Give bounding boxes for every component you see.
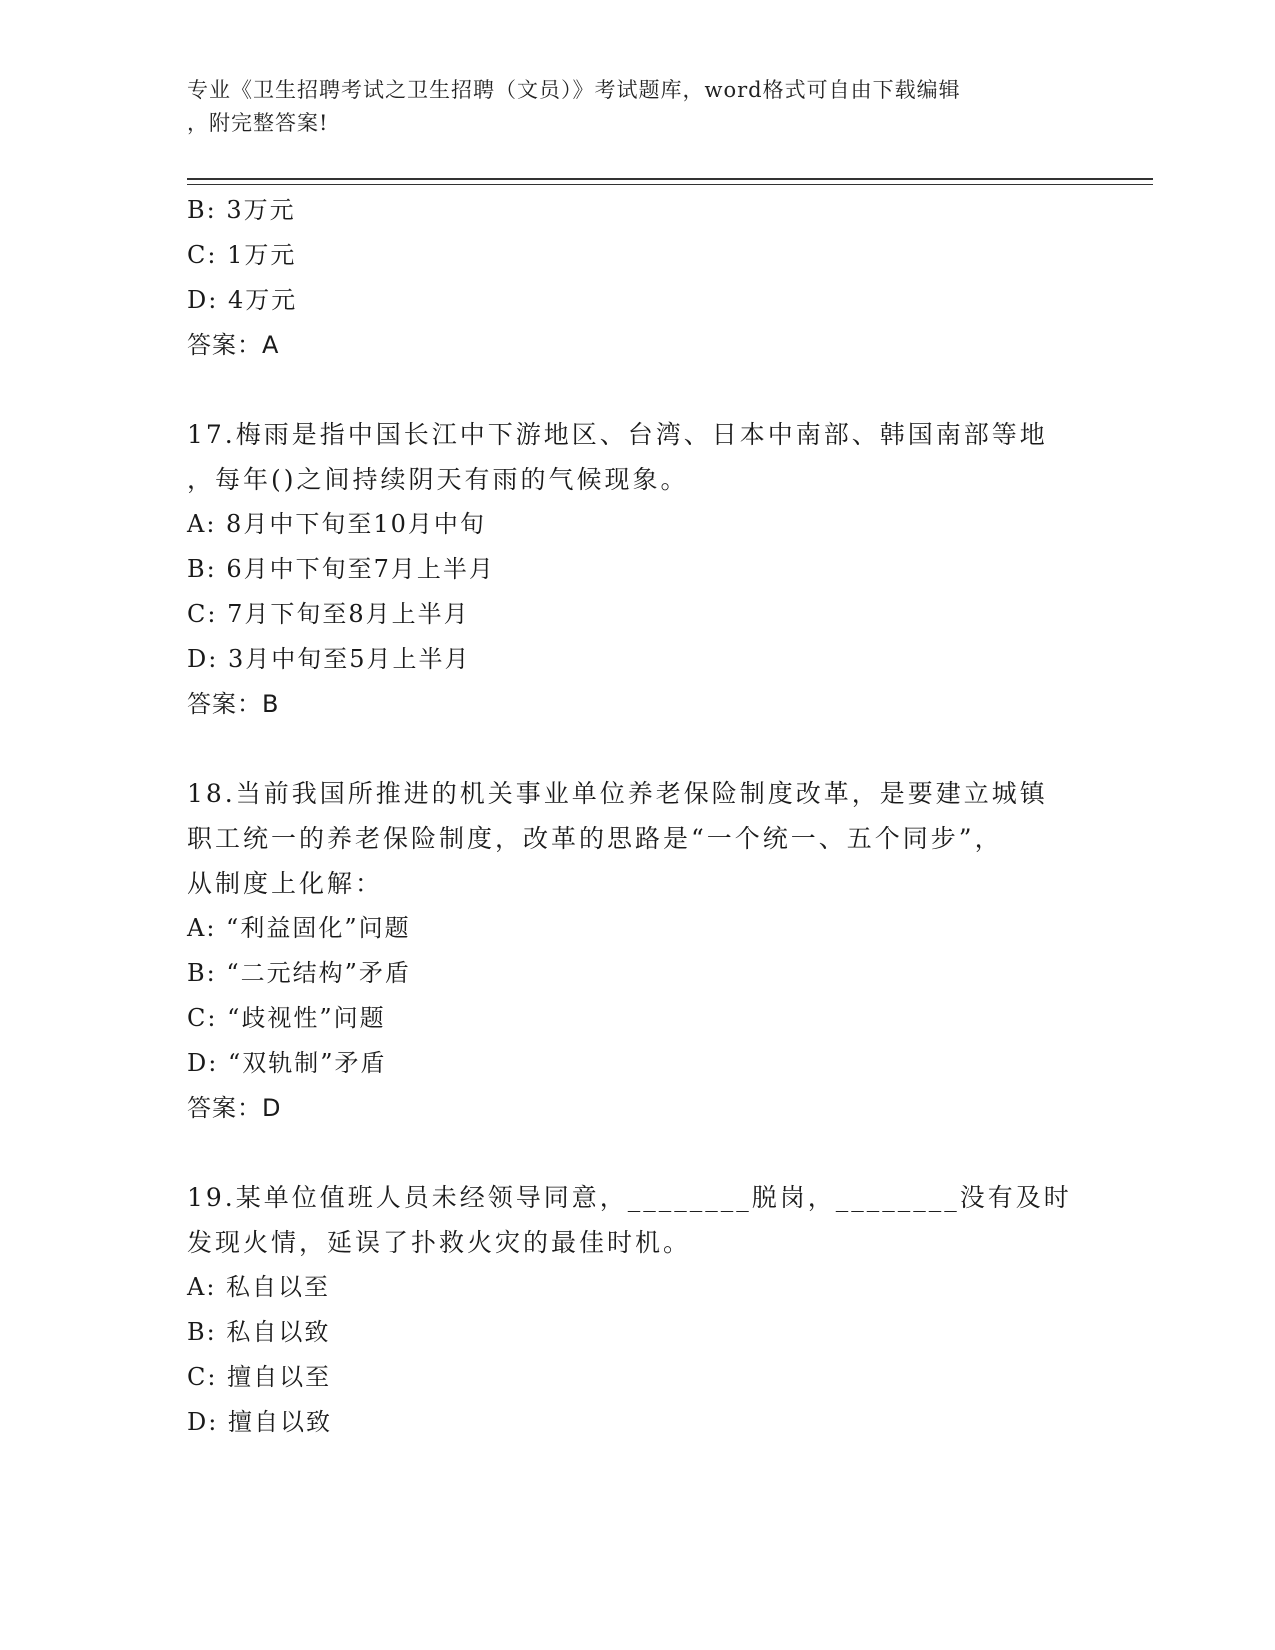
question-text-line: 18.当前我国所推进的机关事业单位养老保险制度改革，是要建立城镇 [187,779,1048,808]
header-line-1: 专业《卫生招聘考试之卫生招聘（文员）》考试题库，word格式可自由下载编辑 [187,78,961,102]
option-d: D: “双轨制”矛盾 [187,1049,387,1077]
option-d: D: 擅自以致 [187,1408,332,1436]
header-rule-thick [187,178,1153,180]
question-text-line: 职工统一的养老保险制度，改革的思路是“一个统一、五个同步”， [187,824,1003,853]
option-b: B: 私自以致 [187,1318,331,1346]
option-c: C: 1万元 [187,241,297,269]
option-d: D: 4万元 [187,286,298,314]
answer-line: 答案：B [187,690,280,718]
header-rule-thin [187,184,1153,185]
question-block-19 [187,1175,1087,1445]
option-c: C: “歧视性”问题 [187,1004,386,1032]
question-text-line: 17.梅雨是指中国长江中下游地区、台湾、日本中南部、韩国南部等地 [187,420,1048,449]
answer-line: 答案：A [187,331,280,359]
option-a: A: 8月中下旬至10月中旬 [187,510,486,538]
option-a: A: 私自以至 [187,1273,331,1301]
question-text-line: ，每年()之间持续阴天有雨的气候现象。 [187,465,689,494]
document-header [187,74,1087,140]
question-text-line: 发现火情，延误了扑救火灾的最佳时机。 [187,1228,692,1257]
option-d: D: 3月中旬至5月上半月 [187,645,471,673]
option-c: C: 擅自以至 [187,1363,332,1391]
option-c: C: 7月下旬至8月上半月 [187,600,470,628]
option-a: A: “利益固化”问题 [187,914,411,942]
option-b: B: “二元结构”矛盾 [187,959,411,987]
option-b: B: 6月中下旬至7月上半月 [187,555,495,583]
header-line-2: ，附完整答案! [187,111,329,135]
question-text-line: 从制度上化解： [187,869,384,898]
question-block-18 [187,771,1087,1131]
question-block-17 [187,412,1087,727]
question-block-16 [187,188,1087,368]
question-text-line: 19.某单位值班人员未经领导同意，________脱岗，________没有及时 [187,1183,1072,1212]
answer-line: 答案：D [187,1094,282,1122]
option-b: B: 3万元 [187,196,296,224]
question-list [187,188,1087,1445]
